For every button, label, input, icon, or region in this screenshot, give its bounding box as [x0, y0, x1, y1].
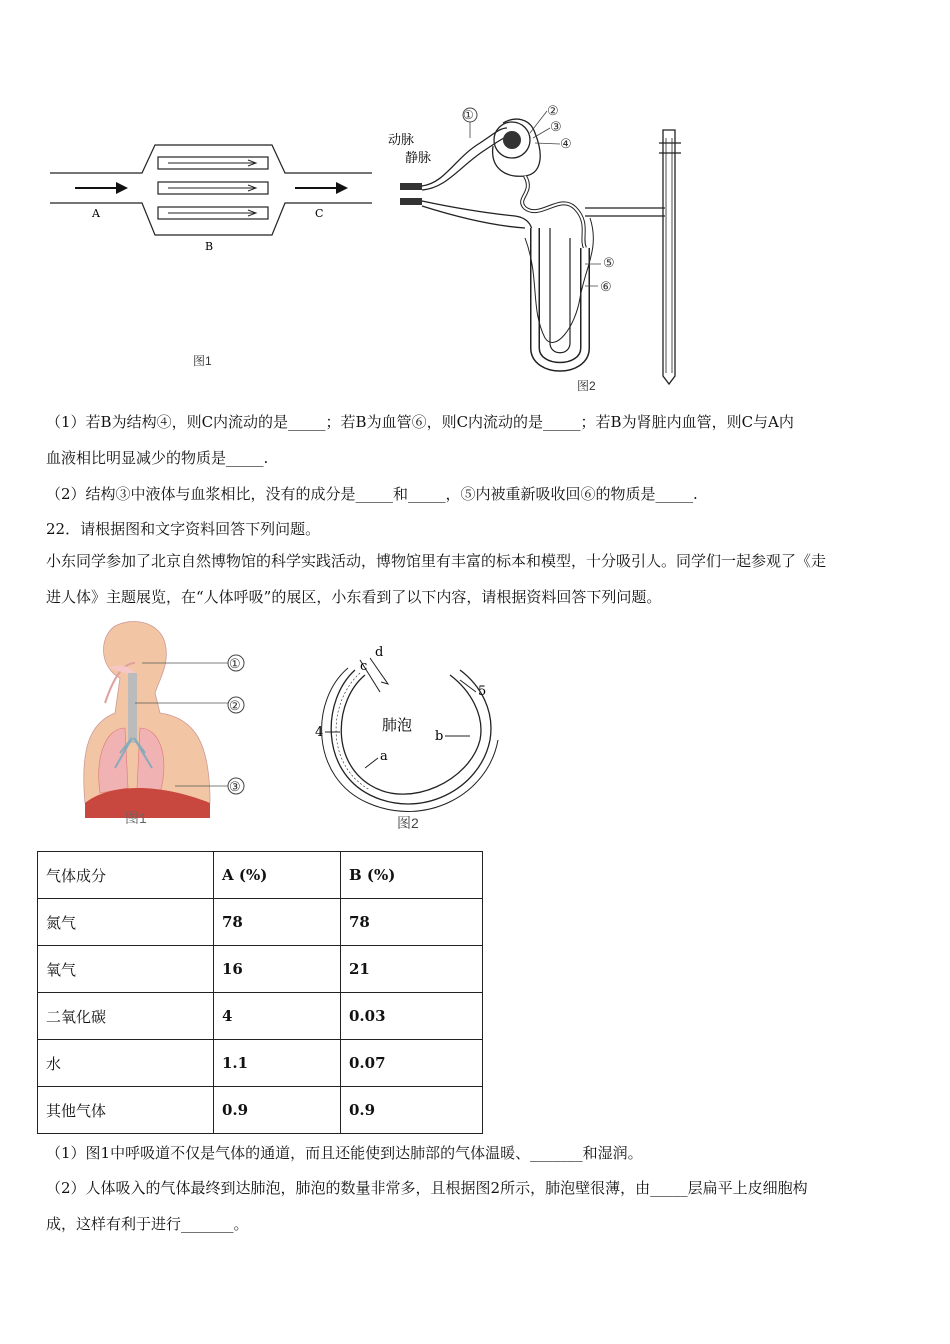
q22-part2-line2: 成，这样有利于进行_______。 [46, 1215, 249, 1233]
table-cell: 1.1 [214, 1040, 341, 1087]
table-cell: 其他气体 [38, 1087, 214, 1134]
table-header: 气体成分 [38, 852, 214, 899]
table-row [38, 946, 483, 993]
label-a: A [92, 207, 100, 220]
table-cell: 0.9 [214, 1087, 341, 1134]
diagram-alveolus [310, 640, 500, 815]
q21-part2: （2）结构③中液体与血浆相比，没有的成分是_____和_____，⑤内被重新吸收回⑥的物质是_____. [46, 485, 698, 503]
label-n5: ⑤ [603, 256, 615, 271]
table-row [38, 1040, 483, 1087]
alv-label-c: c [360, 659, 368, 674]
q21-part1-line2: 血液相比明显减少的物质是_____. [46, 449, 269, 467]
q22-intro-line1: 小东同学参加了北京自然博物馆的科学实践活动，博物馆里有丰富的标本和模型，十分吸引人。同学们一起参观了《走 [46, 552, 827, 570]
resp-label-n3: ③ [229, 780, 241, 795]
table-cell: 16 [214, 946, 341, 993]
mid-fig2-caption: 图2 [397, 815, 419, 831]
diagram-nephron [385, 98, 695, 390]
label-n6: ⑥ [600, 280, 612, 295]
diagram-respiratory-system [60, 618, 260, 833]
label-n2: ② [547, 104, 559, 119]
resp-label-n1: ① [229, 657, 241, 672]
label-vein: 静脉 [405, 151, 432, 166]
table-cell: 78 [214, 899, 341, 946]
table-cell: 氧气 [38, 946, 214, 993]
table-cell: 21 [341, 946, 483, 993]
table-header-row [38, 852, 483, 899]
table-cell: 4 [214, 993, 341, 1040]
label-n1: ① [463, 108, 474, 122]
alv-label-a: a [380, 749, 388, 764]
label-artery: 动脉 [388, 133, 415, 148]
table-header: A (%) [214, 852, 341, 899]
q21-part1-line1: （1）若B为结构④，则C内流动的是_____；若B为血管⑥，则C内流动的是_____；若B为肾脏内血管，则C与A内 [46, 413, 794, 431]
label-n3: ③ [550, 120, 562, 135]
table-cell: 0.07 [341, 1040, 483, 1087]
table-header: B (%) [341, 852, 483, 899]
q22-intro-line2: 进人体》主题展览，在“人体呼吸”的展区，小东看到了以下内容，请根据资料回答下列问题。 [46, 588, 662, 606]
table-cell: 0.03 [341, 993, 483, 1040]
table-cell: 氮气 [38, 899, 214, 946]
alv-label-5: 5 [478, 684, 487, 699]
alv-label-4: 4 [315, 725, 324, 740]
alv-label-b: b [435, 729, 444, 744]
q22-part1: （1）图1中呼吸道不仅是气体的通道，而且还能使到达肺部的气体温暖、_______和湿润。 [46, 1144, 643, 1162]
label-b: B [205, 240, 214, 253]
q22-part2-line1: （2）人体吸入的气体最终到达肺泡，肺泡的数量非常多，且根据图2所示，肺泡壁很薄，由_____层扁平上皮细胞构 [46, 1179, 808, 1197]
label-n4: ④ [560, 137, 572, 152]
table-row [38, 1087, 483, 1134]
table-cell: 二氧化碳 [38, 993, 214, 1040]
q22-title: 22．请根据图和文字资料回答下列问题。 [46, 520, 321, 538]
table-cell: 水 [38, 1040, 214, 1087]
gas-composition-table [37, 851, 483, 1134]
diagram-flow-abc [50, 135, 380, 255]
top-fig1-caption: 图1 [193, 354, 212, 368]
alv-label-d: d [375, 645, 384, 660]
table-cell: 0.9 [341, 1087, 483, 1134]
mid-fig1-caption: 图1 [125, 810, 147, 826]
top-fig2-caption: 图2 [577, 379, 596, 393]
resp-label-n2: ② [229, 699, 241, 714]
label-c: C [315, 207, 324, 220]
table-row [38, 993, 483, 1040]
alv-label-alveolus: 肺泡 [382, 716, 413, 734]
table-row [38, 899, 483, 946]
table-cell: 78 [341, 899, 483, 946]
